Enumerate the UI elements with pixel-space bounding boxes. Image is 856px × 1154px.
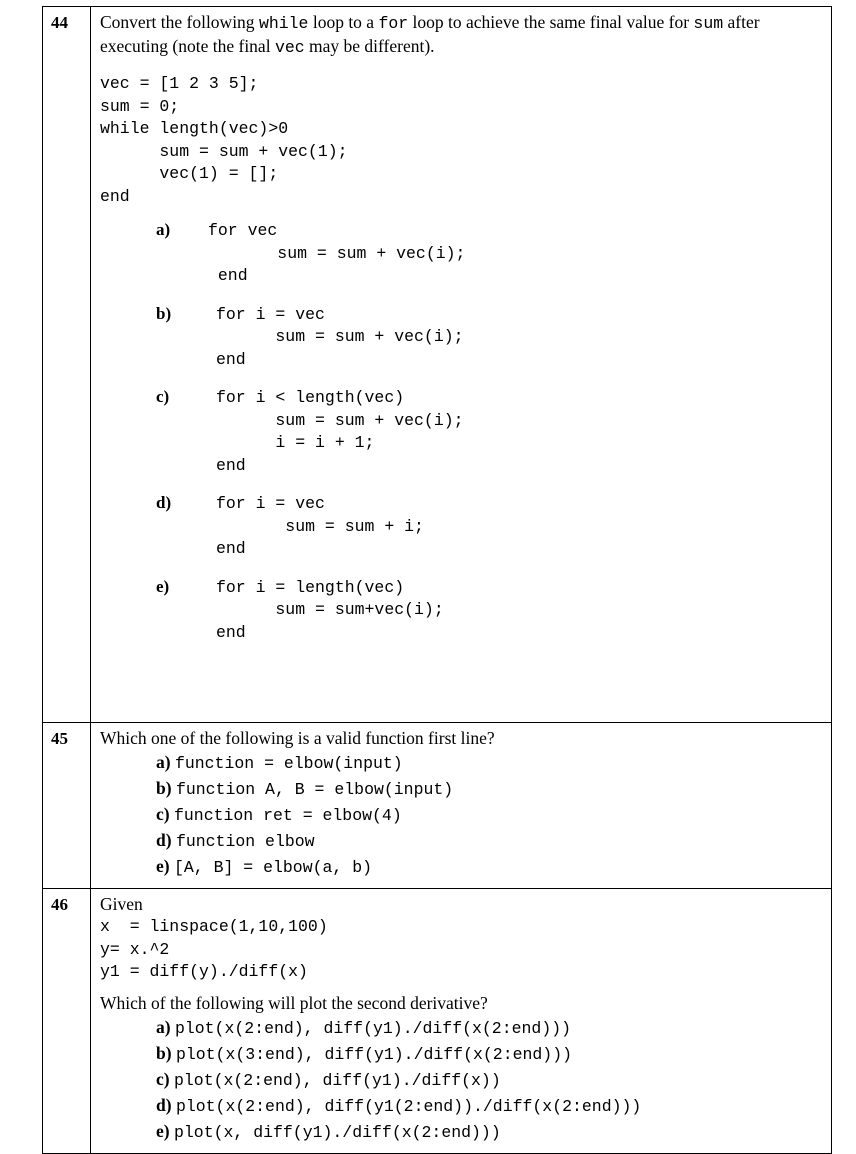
prompt-text: may be different). [304,36,435,56]
code-line: for i = length(vec) [216,577,405,597]
option-d [100,493,823,561]
code-line: sum = sum + vec(i); [216,410,464,430]
option-e [100,577,823,645]
option-label: c) [156,1068,170,1089]
prompt-text: loop to achieve the same final value for [408,12,694,32]
option-code: function = elbow(input) [174,754,403,773]
prompt-code: for [378,14,409,33]
question-body [91,723,832,889]
option-label: a) [156,752,171,772]
prompt-text: Convert the following [100,12,259,32]
prompt-text: after executing (note the final [100,12,760,56]
option-a [100,1015,823,1041]
option-d [100,1093,823,1119]
option-c [100,387,823,477]
code-line: sum = sum + vec(i); [216,327,464,346]
code-line: end [216,622,246,642]
code-line: end [216,455,246,475]
option-label: b) [156,1042,172,1063]
option-code: plot(x(2:end), diff(y1)./diff(x(2:end))) [174,1018,572,1038]
code-line: end [216,539,246,558]
option-label: d) [156,830,172,850]
code-line: for i = vec [216,304,325,324]
question-prompt [100,11,823,59]
option-label: d) [156,493,172,512]
code-line: for i = vec [216,494,325,513]
option-label: e) [156,1120,170,1141]
question-body [91,889,832,1154]
code-line: i = i + 1; [216,433,375,452]
option-label: a) [156,220,171,239]
code-line: end [100,186,130,206]
option-b [100,776,823,802]
option-label: a) [156,1016,171,1037]
code-line: y= x.^2 [100,939,170,959]
option-code: function A, B = elbow(input) [175,780,454,799]
option-e [100,854,823,880]
option-code: function elbow [175,832,315,851]
question-row-44 [43,7,832,723]
option-b [100,304,823,372]
code-line: sum = sum+vec(i); [216,600,444,619]
code-line: x = linspace(1,10,100) [100,917,328,936]
option-code: plot(x(2:end), diff(y1(2:end))./diff(x(2:end))) [175,1096,642,1116]
question-prompt: Which of the following will plot the second derivative? [100,992,488,1013]
code-block [100,73,823,208]
option-code: plot(x(2:end), diff(y1)./diff(x)) [173,1070,501,1090]
option-label: e) [156,856,170,876]
option-label: b) [156,778,172,798]
option-d [100,828,823,854]
question-row-45 [43,723,832,889]
code-line: sum = 0; [100,96,180,116]
code-line: while length(vec)>0 [100,119,289,138]
option-c [100,802,823,828]
option-label: c) [156,804,170,824]
code-block [100,916,823,984]
prompt-code: sum [693,14,724,33]
option-e [100,1119,823,1145]
question-number: 44 [43,7,91,723]
code-line: for vec [208,221,278,240]
prompt-code: while [258,14,309,33]
code-line: vec = [1 2 3 5]; [100,74,259,93]
option-b [100,1041,823,1067]
option-a [100,220,823,288]
option-code: [A, B] = elbow(a, b) [173,858,373,877]
prompt-text: loop to a [308,12,379,32]
code-line: end [208,266,248,285]
question-number: 45 [43,723,91,889]
option-label: c) [156,387,170,406]
option-label: e) [156,576,170,596]
code-line: sum = sum + vec(i); [208,243,466,263]
question-body [91,7,832,723]
prompt-code: vec [274,38,305,57]
given-label: Given [100,894,143,914]
question-number: 46 [43,889,91,1154]
option-code: function ret = elbow(4) [173,806,402,825]
question-row-46 [43,889,832,1154]
code-line: vec(1) = []; [100,164,279,183]
code-line: sum = sum + i; [216,516,424,536]
code-line: for i < length(vec) [216,388,405,407]
option-code: plot(x, diff(y1)./diff(x(2:end))) [173,1122,501,1142]
option-c [100,1067,823,1093]
option-label: b) [156,303,172,323]
code-line: end [216,349,246,369]
code-line: y1 = diff(y)./diff(x) [100,962,308,981]
code-line: sum = sum + vec(1); [100,141,348,161]
question-table [42,6,832,1154]
option-a [100,750,823,776]
question-prompt: Which one of the following is a valid function first line? [100,728,495,748]
option-label: d) [156,1094,172,1115]
option-code: plot(x(3:end), diff(y1)./diff(x(2:end))) [175,1044,573,1064]
